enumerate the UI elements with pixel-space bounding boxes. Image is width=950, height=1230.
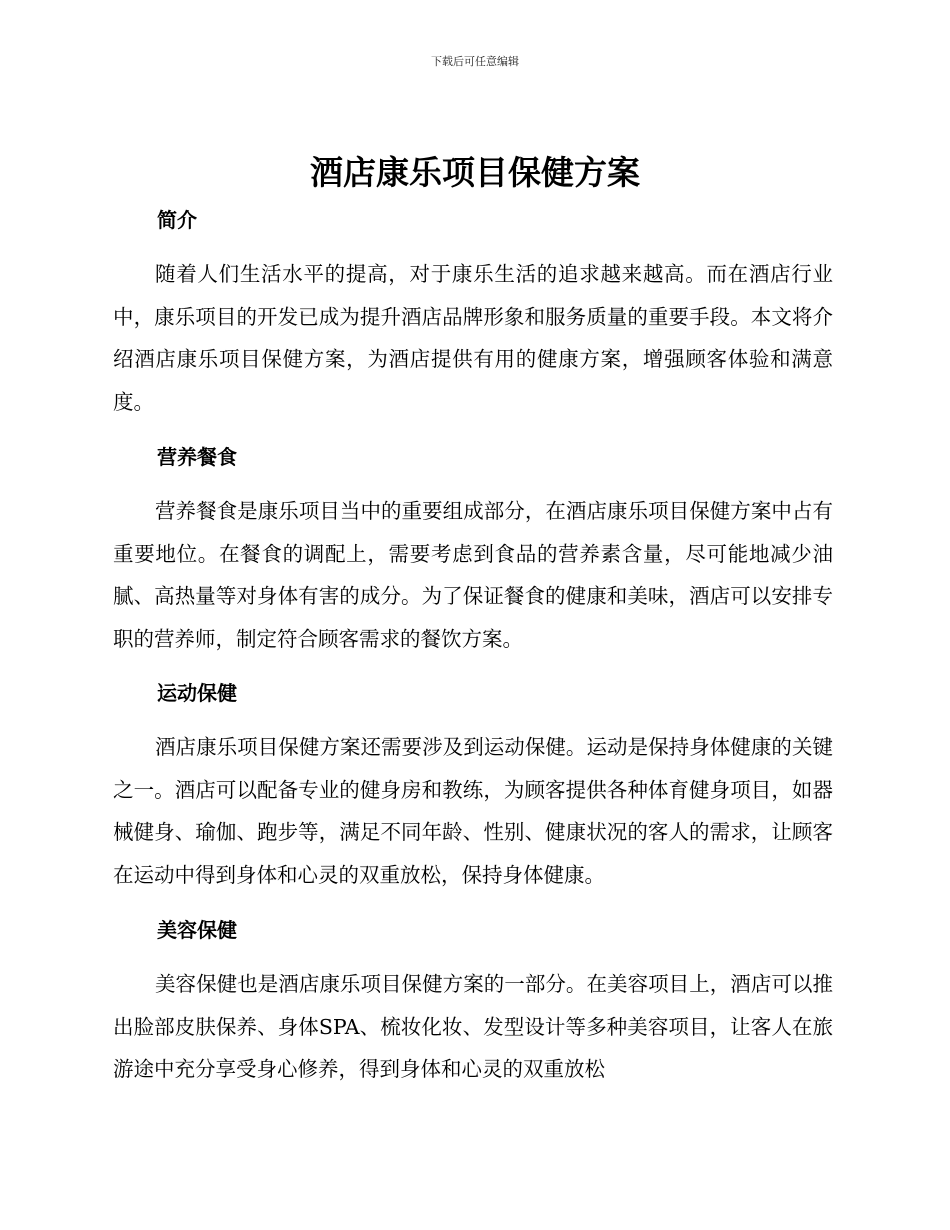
section-heading-intro: 简介 xyxy=(157,208,197,232)
section-paragraph-exercise: 酒店康乐项目保健方案还需要涉及到运动保健。运动是保持身体健康的关键之一。酒店可以配备专业的健身房和教练，为顾客提供各种体育健身项目，如器械健身、瑜伽、跑步等，满足不同年龄、性别、健康状况的客人的需求，让顾客在运动中得到身体和心灵的双重放松，保持身体健康。 xyxy=(113,735,833,887)
section-paragraph-nutrition: 营养餐食是康乐项目当中的重要组成部分，在酒店康乐项目保健方案中占有重要地位。在餐食的调配上，需要考虑到食品的营养素含量，尽可能地减少油腻、高热量等对身体有害的成分。为了保证餐食的健康和美味，酒店可以安排专职的营养师，制定符合顾客需求的餐饮方案。 xyxy=(113,499,833,651)
section-paragraph-beauty: 美容保健也是酒店康乐项目保健方案的一部分。在美容项目上，酒店可以推出脸部皮肤保养、身体SPA、梳妆化妆、发型设计等多种美容项目，让客人在旅游途中充分享受身心修养，得到身体和心灵的双重放松 xyxy=(113,972,833,1081)
page-header-note: 下载后可任意编辑 xyxy=(431,55,519,68)
section-heading-beauty: 美容保健 xyxy=(157,918,237,942)
section-heading-exercise: 运动保健 xyxy=(157,681,237,705)
section-heading-nutrition: 营养餐食 xyxy=(157,445,237,469)
section-paragraph-intro: 随着人们生活水平的提高，对于康乐生活的追求越来越高。而在酒店行业中，康乐项目的开发已成为提升酒店品牌形象和服务质量的重要手段。本文将介绍酒店康乐项目保健方案，为酒店提供有用的健康方案，增强顾客体验和满意度。 xyxy=(113,262,833,414)
document-title: 酒店康乐项目保健方案 xyxy=(310,153,640,192)
